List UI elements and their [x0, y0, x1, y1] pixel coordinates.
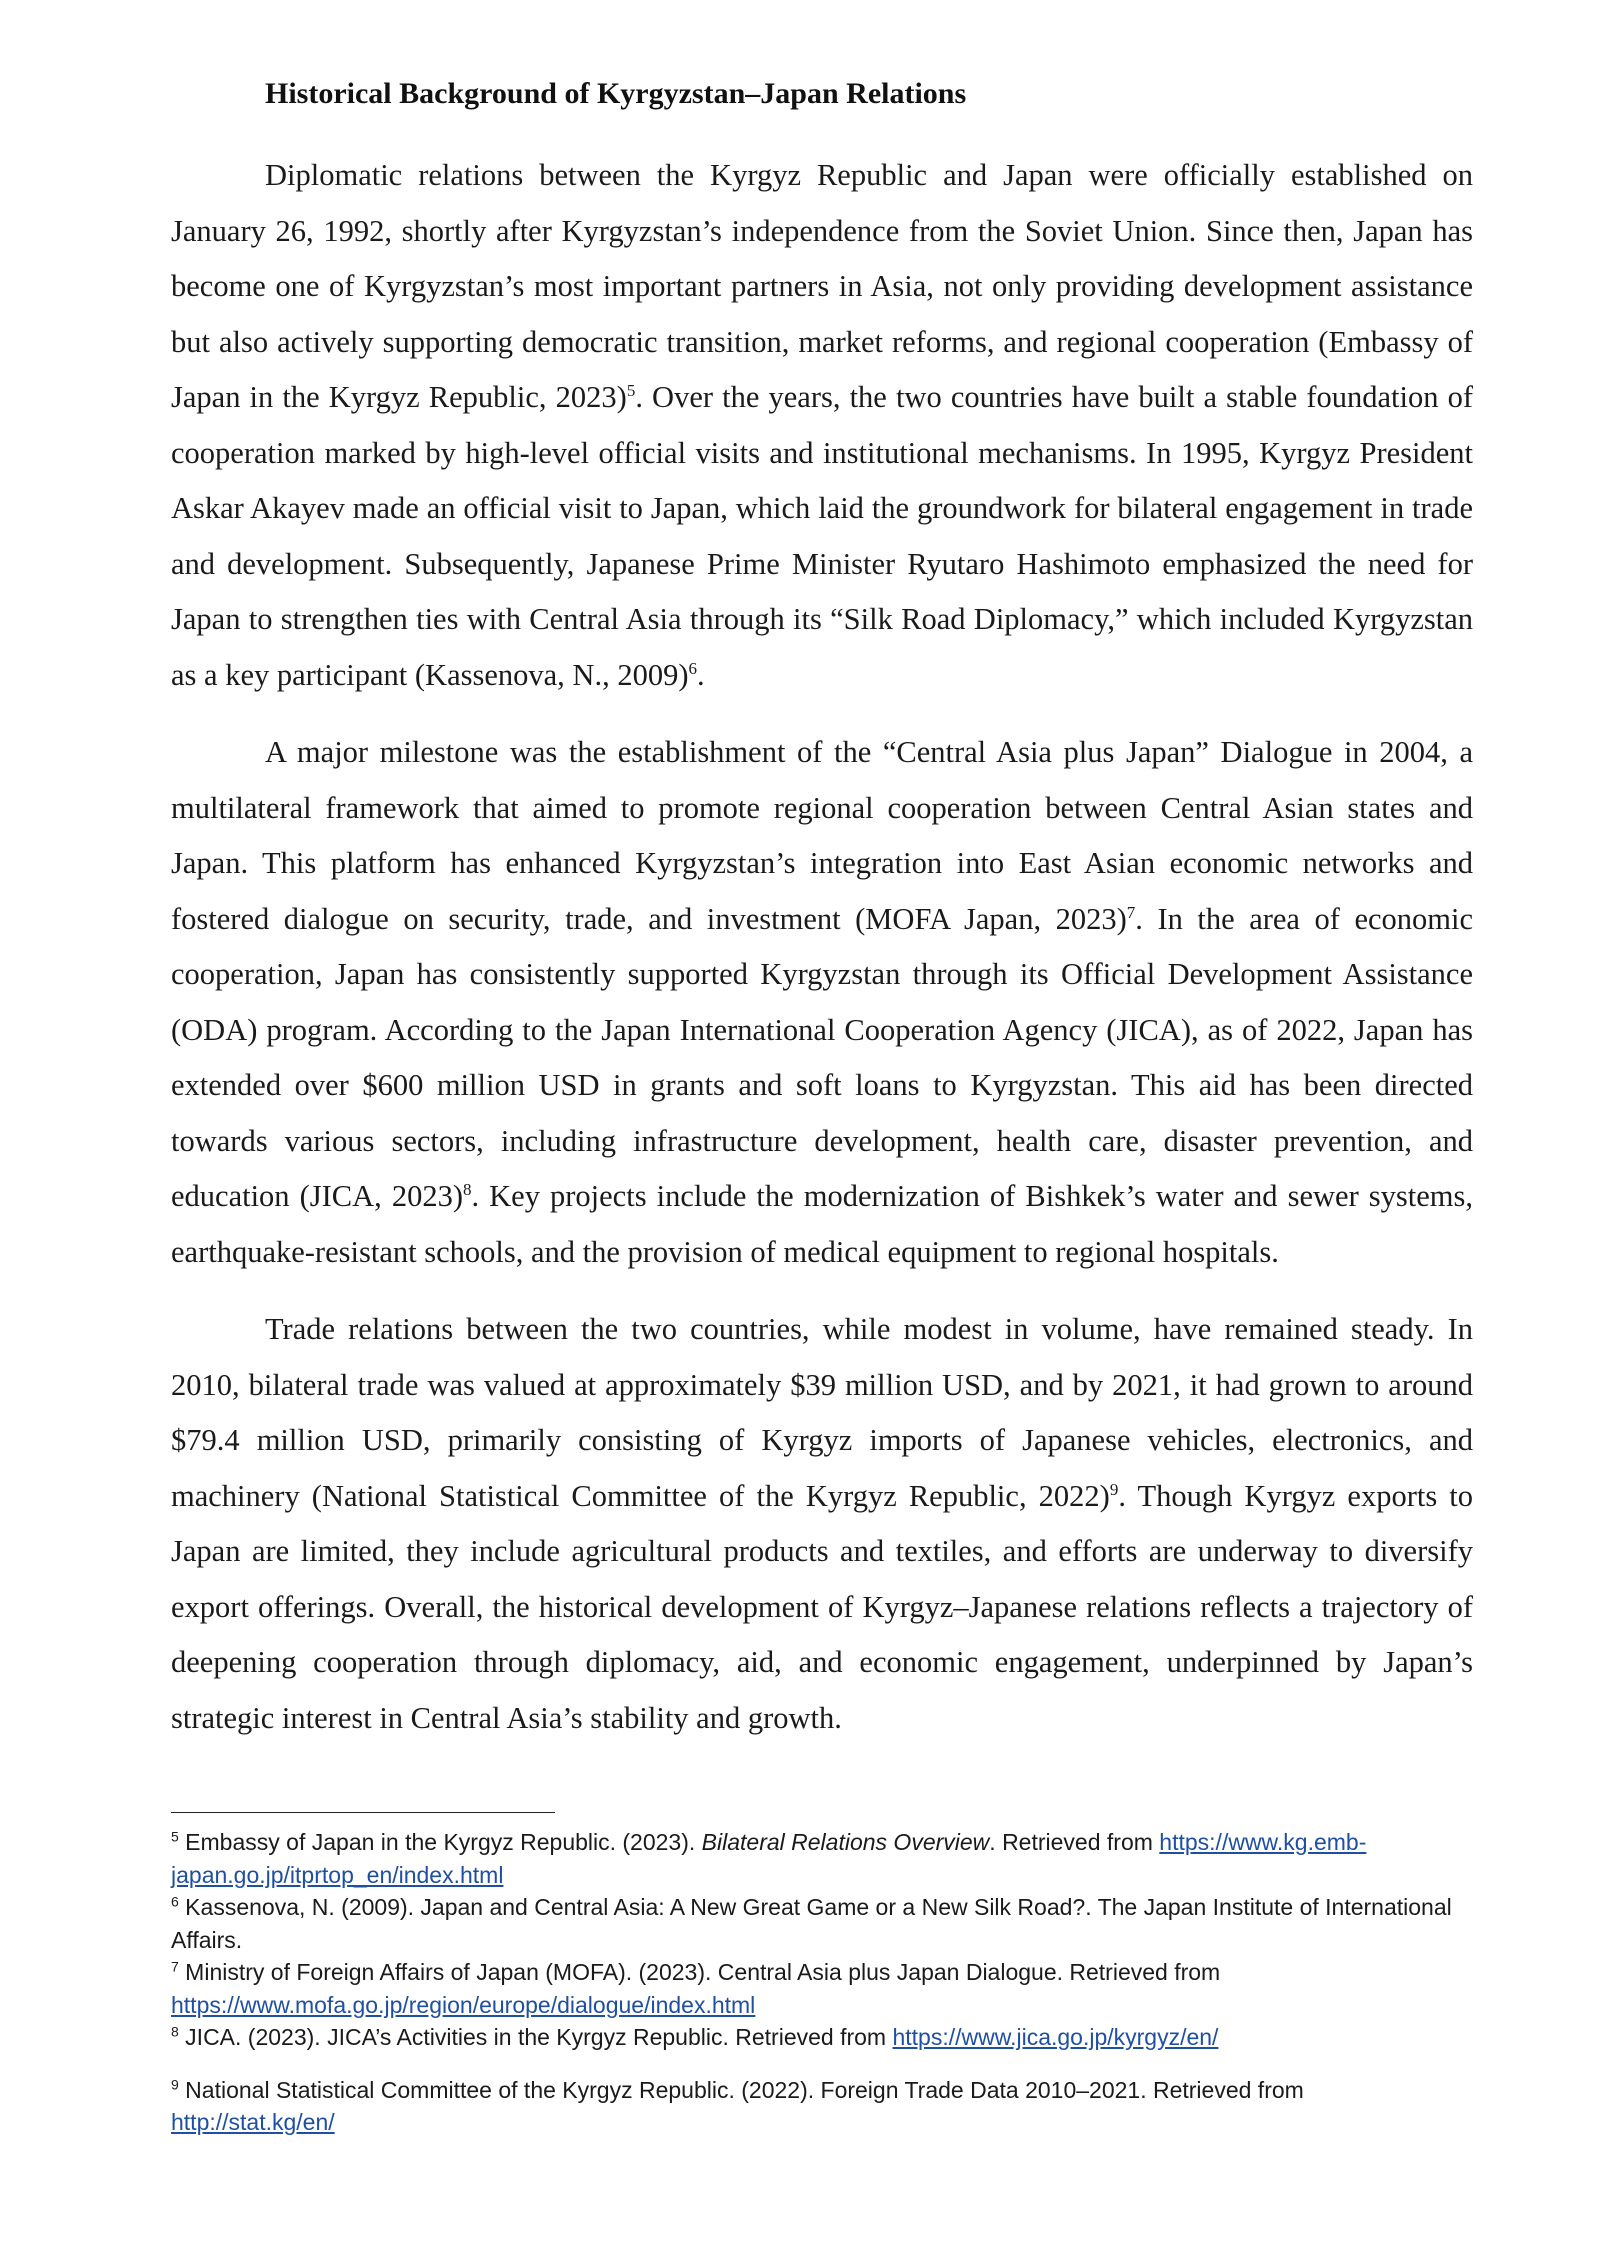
- footnote-text: Ministry of Foreign Affairs of Japan (MOFA). (2023). Central Asia plus Japan Dialogue. Retrieved from: [178, 1959, 1221, 1985]
- footnotes: [171, 1826, 1473, 2139]
- paragraph-2-part-3: . Key projects include the modernization of Bishkek’s water and sewer systems, earthquake-resistant schools, and the provision of medical equipment to regional hospitals.: [171, 1179, 1473, 1269]
- paragraph-1-part-2: . Over the years, the two countries have built a stable foundation of cooperation marked by high-level official visits and institutional mechanisms. In 1995, Kyrgyz President Askar Akayev made an official visit to Japan, which laid the groundwork for bilateral engagement in trade and development. Subsequently, Japanese Prime Minister Ryutaro Hashimoto emphasized the need for Japan to strengthen ties with Central Asia through its “Silk Road Diplomacy,” which included Kyrgyzstan as a key participant (Kassenova, N., 2009): [171, 380, 1474, 692]
- footnote-ref-5[interactable]: 5: [626, 380, 636, 400]
- footnote-link[interactable]: https://www.jica.go.jp/kyrgyz/en/: [892, 2024, 1219, 2050]
- section-heading: Historical Background of Kyrgyzstan–Japan Relations: [265, 77, 967, 110]
- footnote-text: . Retrieved from: [989, 1829, 1160, 1855]
- paragraph-3-part-1: Trade relations between the two countries, while modest in volume, have remained steady. In 2010, bilateral trade was valued at approximately $39 million USD, and by 2021, it had grown to around $79.4 million USD, primarily consisting of Kyrgyz imports of Japanese vehicles, electronics, and machinery (National Statistical Committee of the Kyrgyz Republic, 2022): [171, 1312, 1473, 1513]
- paragraph-2: [171, 725, 1473, 1280]
- footnote-number: 9: [171, 2075, 179, 2092]
- footnote-number: 6: [171, 1893, 179, 1910]
- footnote-text: JICA. (2023). JICA’s Activities in the Kyrgyz Republic. Retrieved from: [178, 2024, 893, 2050]
- footnote-separator: [171, 1812, 555, 1813]
- paragraph-1-part-3: .: [697, 657, 705, 692]
- body-text: [171, 148, 1473, 1768]
- footnote-link[interactable]: http://stat.kg/en/: [171, 2109, 335, 2135]
- footnote-link[interactable]: https://www.kg.emb-japan.go.jp/itprtop_en/index.html: [171, 1829, 1367, 1888]
- footnote-text: Embassy of Japan in the Kyrgyz Republic. (2023).: [178, 1829, 702, 1855]
- paragraph-2-part-2: . In the area of economic cooperation, Japan has consistently supported Kyrgyzstan through its Official Development Assistance (ODA) program. According to the Japan International Cooperation Agency (JICA), as of 2022, Japan has extended over $600 million USD in grants and soft loans to Kyrgyzstan. This aid has been directed towards various sectors, including infrastructure development, health care, disaster prevention, and education (JICA, 2023): [171, 901, 1473, 1213]
- footnote-number: 7: [171, 1958, 179, 1975]
- footnote-number: 5: [171, 1828, 179, 1845]
- paragraph-2-part-1: A major milestone was the establishment of the “Central Asia plus Japan” Dialogue in 2004, a multilateral framework that aimed to promote regional cooperation between Central Asian states and Japan. This platform has enhanced Kyrgyzstan’s integration into East Asian economic networks and fostered dialogue on security, trade, and investment (MOFA Japan, 2023): [171, 735, 1473, 936]
- footnote-ref-8[interactable]: 8: [462, 1179, 472, 1199]
- footnote-text: Kassenova, N. (2009). Japan and Central Asia: A New Great Game or a New Silk Road?. The Japan Institute of International Affairs.: [171, 1894, 1452, 1953]
- paragraph-3-part-2: . Though Kyrgyz exports to Japan are limited, they include agricultural products and textiles, and efforts are underway to diversify export offerings. Overall, the historical development of Kyrgyz–Japanese relations reflects a trajectory of deepening cooperation through diplomacy, aid, and economic engagement, underpinned by Japan’s strategic interest in Central Asia’s stability and growth.: [171, 1478, 1473, 1735]
- footnote-title: Bilateral Relations Overview: [701, 1829, 990, 1855]
- footnote-8: [171, 2021, 1473, 2054]
- footnote-9: [171, 2074, 1473, 2139]
- paragraph-3: [171, 1302, 1473, 1746]
- paragraph-1-part-1: Diplomatic relations between the Kyrgyz Republic and Japan were officially established on January 26, 1992, shortly after Kyrgyzstan’s independence from the Soviet Union. Since then, Japan has become one of Kyrgyzstan’s most important partners in Asia, not only providing development assistance but also actively supporting democratic transition, market reforms, and regional cooperation (Embassy of Japan in the Kyrgyz Republic, 2023): [171, 158, 1473, 414]
- footnote-ref-7[interactable]: 7: [1126, 902, 1136, 922]
- footnote-link[interactable]: https://www.mofa.go.jp/region/europe/dialogue/index.html: [171, 1991, 756, 2018]
- paragraph-1: [171, 148, 1473, 703]
- footnote-ref-9[interactable]: 9: [1109, 1479, 1119, 1499]
- footnote-number: 8: [171, 2023, 179, 2040]
- footnote-ref-6[interactable]: 6: [688, 658, 697, 678]
- footnote-7: [171, 1956, 1473, 2021]
- footnote-6: [171, 1891, 1473, 1956]
- footnote-text: National Statistical Committee of the Kyrgyz Republic. (2022). Foreign Trade Data 2010–2021. Retrieved from: [178, 2076, 1304, 2103]
- footnote-5: [171, 1826, 1473, 1891]
